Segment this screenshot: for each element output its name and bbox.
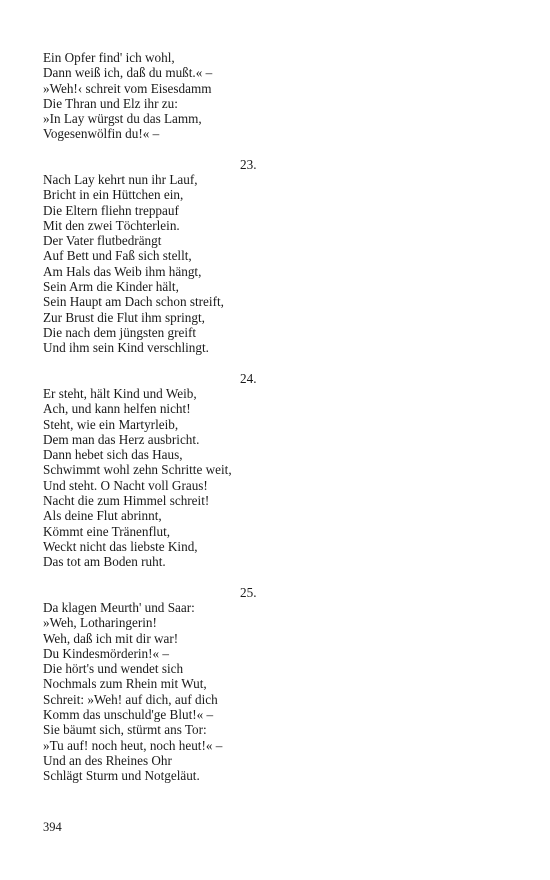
verse-line: Komm das unschuld'ge Blut!« – (43, 707, 214, 723)
stanza-continuation (43, 50, 263, 142)
verse-line: »Tu auf! noch heut, noch heut!« – (43, 737, 223, 753)
verse-line: Sein Arm die Kinder hält, (43, 279, 179, 295)
page-number: 394 (43, 820, 62, 834)
verse-line: Weckt nicht das liebste Kind, (43, 538, 198, 554)
verse-line: Auf Bett und Faß sich stellt, (43, 248, 192, 264)
verse-line: Steht, wie ein Martyrleib, (43, 416, 179, 432)
stanza-23 (43, 172, 263, 356)
stanza-number: 23. (240, 157, 257, 172)
verse-line: Die hört's und wendet sich (43, 661, 184, 677)
verse-line: Dann hebet sich das Haus, (43, 447, 183, 463)
verse-line: Der Vater flutbedrängt (43, 233, 162, 249)
verse-line: Das tot am Boden ruht. (43, 554, 166, 570)
stanza-number: 25. (240, 585, 257, 600)
verse-line: Die nach dem jüngsten greift (43, 324, 197, 340)
stanza-25 (43, 600, 263, 784)
verse-line: Und an des Rheines Ohr (43, 752, 172, 768)
verse-line: Sie bäumt sich, stürmt ans Tor: (43, 722, 207, 738)
verse-line: Am Hals das Weib ihm hängt, (43, 263, 202, 279)
verse-line: Zur Brust die Flut ihm springt, (43, 309, 205, 325)
verse-line: Ach, und kann helfen nicht! (43, 401, 191, 417)
verse-line: Die Eltern fliehn treppauf (43, 202, 179, 218)
verse-line: Er steht, hält Kind und Weib, (43, 386, 197, 401)
verse-line: »Weh, Lotharingerin! (43, 615, 157, 631)
verse-line: »Weh!‹ schreit vom Eisesdamm (43, 80, 212, 96)
stanza-number: 24. (240, 371, 257, 386)
verse-line: Schreit: »Weh! auf dich, auf dich (43, 691, 218, 707)
verse-line: »In Lay würgst du das Lamm, (43, 111, 202, 127)
verse-line: Kömmt eine Tränenflut, (43, 523, 171, 539)
verse-line: Mit den zwei Töchterlein. (43, 217, 180, 233)
verse-line: Als deine Flut abrinnt, (43, 508, 162, 524)
verse-line: Du Kindesmörderin!« – (43, 645, 169, 661)
verse-line: Da klagen Meurth' und Saar: (43, 600, 195, 615)
verse-line: Dann weiß ich, daß du mußt.« – (43, 65, 213, 81)
verse-line: Weh, daß ich mit dir war! (43, 630, 179, 646)
verse-line: Schlägt Sturm und Notgeläut. (43, 768, 200, 784)
verse-line: Sein Haupt am Dach schon streift, (43, 294, 224, 310)
verse-line: Dem man das Herz ausbricht. (43, 431, 200, 447)
verse-line: Und steht. O Nacht voll Graus! (43, 477, 208, 493)
verse-line: Die Thran und Elz ihr zu: (43, 95, 178, 111)
verse-line: Und ihm sein Kind verschlingt. (43, 340, 209, 356)
verse-line: Schwimmt wohl zehn Schritte weit, (43, 462, 232, 478)
verse-line: Bricht in ein Hüttchen ein, (43, 187, 184, 203)
verse-line: Nach Lay kehrt nun ihr Lauf, (43, 172, 198, 187)
verse-line: Nacht die zum Himmel schreit! (43, 493, 210, 509)
stanza-24 (43, 386, 263, 570)
verse-line: Ein Opfer find' ich wohl, (43, 50, 175, 65)
verse-line: Vogesenwölfin du!« – (43, 126, 160, 142)
verse-line: Nochmals zum Rhein mit Wut, (43, 676, 207, 692)
